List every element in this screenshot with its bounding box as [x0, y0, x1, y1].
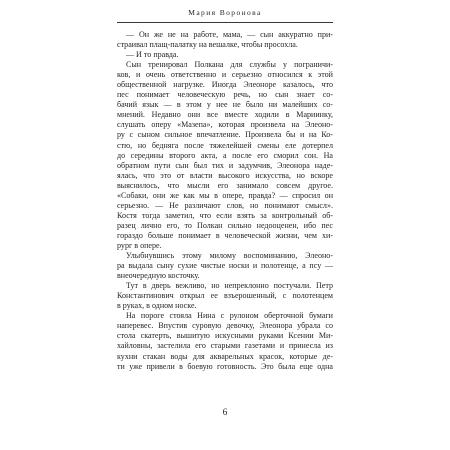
running-head: Мария Воронова [188, 8, 262, 17]
text-line: Тут в дверь вежливо, но непреклонно постучали. Петр [126, 281, 333, 291]
text-line: разец лично его, то Полкан сильно недооценен, ибо пес [117, 220, 333, 230]
text-line: слушать оперу «Мазепа», которая произвела на Элеоно- [117, 120, 333, 130]
text-line: ялась, что это от власти высокого искусства, но вскоре [117, 170, 333, 180]
paragraph [117, 281, 333, 311]
text-line: «Собаки, они же как мы в опере, правда? — спросил он [117, 190, 333, 200]
body-text [117, 30, 333, 372]
paragraph [117, 251, 333, 281]
text-line: ра выдала сыну сухие чистые носки и полотенце, а псу — [117, 261, 333, 271]
page-number: 6 [222, 408, 228, 418]
text-line: рург в опере. [117, 240, 162, 250]
text-line: выяснилось, что мысли его занимало совсем другое. [117, 180, 333, 190]
text-line: общественной нагрузке. Иногда Элеоноре казалось, что [117, 80, 333, 90]
text-line: стола скатерть, вышитую искусными руками Ксении Ми- [117, 331, 333, 341]
text-line: ру с сыном сильное впечатление. Произвела бы и на Ко- [117, 130, 333, 140]
text-line: гораздо больше понимает в человеческой жизни, чем хи- [117, 230, 333, 240]
text-line: в руках, в одном носке. [117, 301, 197, 311]
text-line: ти уже привели в боевую готовность. Это была еще одна [117, 361, 333, 371]
text-line: кухни стакан воды для акварельных красок, которые де- [117, 351, 333, 361]
text-line: до середины второго акта, а после его сморил сон. На [117, 150, 333, 160]
text-line: обратном пути сын был тих и задумчив, Элеонора наде- [117, 160, 333, 170]
text-line: Костя тогда заметил, что если взять за контрольный об- [117, 210, 333, 220]
text-line: стю, но бедняга после тяжелейшей смены еле дотерпел [117, 140, 333, 150]
text-line: наперевес. Впустив суровую девочку, Элеонора убрала со [117, 321, 333, 331]
text-line: пес понимает человеческую речь, но сын знает со- [117, 90, 333, 100]
text-line: страивал плащ-палатку на вешалке, чтобы просохла. [117, 40, 298, 50]
text-line: — Он же не на работе, мама, — сын аккуратно при- [126, 30, 333, 39]
paragraph [117, 30, 333, 50]
paragraph [117, 50, 333, 60]
paragraph [117, 60, 333, 251]
text-line: — И то правда. [126, 50, 179, 60]
text-line: ков, и очень ответственно и серьезно относился к этой [117, 70, 333, 80]
text-line: внеочередную косточку. [117, 271, 200, 281]
text-line: Константинович открыл ее взъерошенный, с полотенцем [117, 291, 333, 301]
text-line: серьезно. — Не различают слов, но понимают смысл». [117, 200, 333, 210]
text-line: Сын тренировал Полкана для службы у пограничи- [126, 60, 333, 70]
text-line: мнений. Недавно они все вместе ходили в Мариинку, [117, 110, 333, 120]
header-rule [117, 22, 333, 23]
text-line: На пороге стояла Нина с рулоном оберточной бумаги [126, 311, 333, 321]
text-line: Улыбнувшись этому милому воспоминанию, Элеоно- [126, 251, 333, 261]
text-line: бачий язык — в этом у нее не было ни малейших со- [117, 100, 333, 110]
paragraph [117, 311, 333, 371]
text-line: хайловны, застелила его старыми газетами и принесла из [117, 341, 333, 351]
